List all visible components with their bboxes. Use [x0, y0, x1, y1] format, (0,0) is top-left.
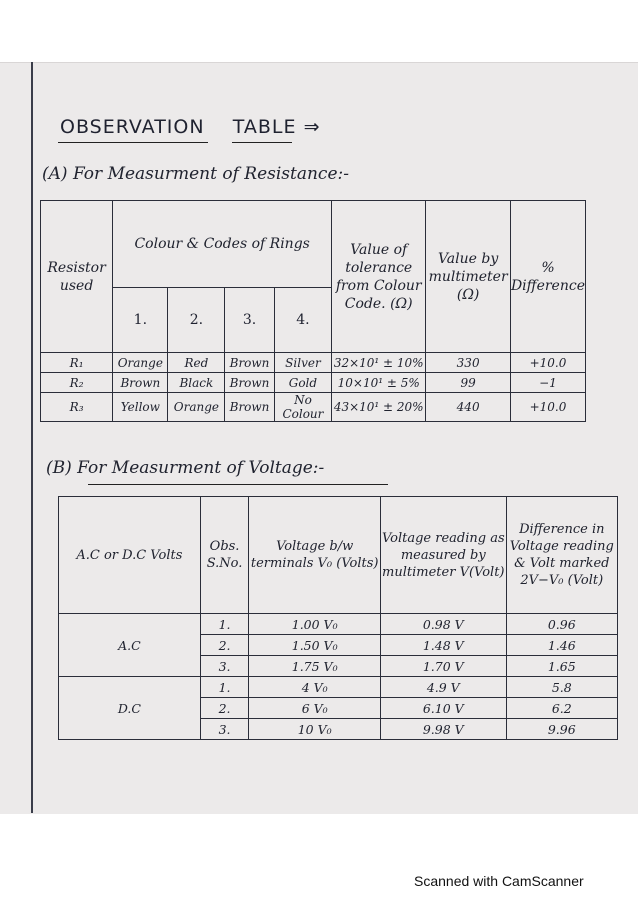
ring-cell: Black: [168, 373, 225, 393]
ring-cell: No Colour: [274, 393, 331, 422]
resistance-table: [40, 200, 586, 422]
title-word-2: TABLE: [232, 116, 297, 138]
title-underline: [58, 142, 208, 143]
multimeter-cell: 99: [426, 373, 511, 393]
reading-cell: 1.70 V: [381, 656, 507, 677]
tolerance-cell: 10×10¹ ± 5%: [332, 373, 426, 393]
header-colour-codes: Colour & Codes of Rings: [113, 201, 332, 288]
difference-cell: 1.46: [506, 635, 617, 656]
section-a-heading: (A) For Measurment of Resistance:-: [42, 164, 349, 184]
type-cell: D.C: [59, 677, 201, 740]
voltage-cell: 6 V₀: [249, 698, 381, 719]
table-row: [41, 393, 586, 422]
multimeter-cell: 440: [426, 393, 511, 422]
ring-cell: Red: [168, 353, 225, 373]
obs-cell: 1.: [200, 614, 249, 635]
voltage-table: [58, 496, 618, 740]
voltage-cell: 1.75 V₀: [249, 656, 381, 677]
tolerance-cell: 32×10¹ ± 10%: [332, 353, 426, 373]
reading-cell: 1.48 V: [381, 635, 507, 656]
reading-cell: 0.98 V: [381, 614, 507, 635]
reading-cell: 6.10 V: [381, 698, 507, 719]
obs-cell: 3.: [200, 656, 249, 677]
ring-number: 3.: [225, 288, 274, 353]
obs-cell: 3.: [200, 719, 249, 740]
reading-cell: 9.98 V: [381, 719, 507, 740]
header-tolerance: Value of tolerance from Colour Code. (Ω): [332, 201, 426, 353]
obs-cell: 2.: [200, 698, 249, 719]
table-row: [41, 353, 586, 373]
obs-cell: 1.: [200, 677, 249, 698]
ring-number: 1.: [113, 288, 168, 353]
header-multimeter: Value by multimeter (Ω): [426, 201, 511, 353]
ring-cell: Orange: [168, 393, 225, 422]
resistor-cell: R₃: [41, 393, 113, 422]
ring-cell: Brown: [225, 393, 274, 422]
voltage-cell: 4 V₀: [249, 677, 381, 698]
resistor-cell: R₂: [41, 373, 113, 393]
difference-cell: +10.0: [510, 353, 585, 373]
header-reading: Voltage reading as measured by multimeter V(Volt): [381, 497, 507, 614]
ring-number: 4.: [274, 288, 331, 353]
ring-cell: Silver: [274, 353, 331, 373]
obs-cell: 2.: [200, 635, 249, 656]
ring-cell: Brown: [225, 373, 274, 393]
table-row: [59, 614, 618, 635]
title-word: OBSERVATION: [60, 116, 205, 138]
section-b-underline: [88, 484, 388, 485]
voltage-cell: 1.50 V₀: [249, 635, 381, 656]
tolerance-cell: 43×10¹ ± 20%: [332, 393, 426, 422]
header-difference: % Difference: [510, 201, 585, 353]
header-type: A.C or D.C Volts: [59, 497, 201, 614]
ring-cell: Orange: [113, 353, 168, 373]
type-cell: A.C: [59, 614, 201, 677]
header-difference: Difference in Voltage reading & Volt marked 2V−V₀ (Volt): [506, 497, 617, 614]
margin-line: [31, 62, 33, 813]
header-resistor-used: Resistor used: [41, 201, 113, 353]
voltage-cell: 10 V₀: [249, 719, 381, 740]
difference-cell: 9.96: [506, 719, 617, 740]
section-b-heading: (B) For Measurment of Voltage:-: [46, 458, 325, 478]
ring-cell: Brown: [113, 373, 168, 393]
resistor-cell: R₁: [41, 353, 113, 373]
page-title: [60, 116, 320, 138]
ring-cell: Brown: [225, 353, 274, 373]
table-row: [59, 677, 618, 698]
ring-cell: Gold: [274, 373, 331, 393]
title-underline-2: [232, 142, 292, 143]
difference-cell: 5.8: [506, 677, 617, 698]
header-obs: Obs. S.No.: [200, 497, 249, 614]
scanner-watermark: Scanned with CamScanner: [414, 873, 584, 889]
multimeter-cell: 330: [426, 353, 511, 373]
reading-cell: 4.9 V: [381, 677, 507, 698]
difference-cell: 6.2: [506, 698, 617, 719]
difference-cell: +10.0: [510, 393, 585, 422]
ring-number: 2.: [168, 288, 225, 353]
ring-cell: Yellow: [113, 393, 168, 422]
difference-cell: 0.96: [506, 614, 617, 635]
arrow-icon: ⇒: [303, 116, 321, 138]
table-row: [41, 373, 586, 393]
difference-cell: 1.65: [506, 656, 617, 677]
header-voltage: Voltage b/w terminals V₀ (Volts): [249, 497, 381, 614]
voltage-cell: 1.00 V₀: [249, 614, 381, 635]
difference-cell: −1: [510, 373, 585, 393]
